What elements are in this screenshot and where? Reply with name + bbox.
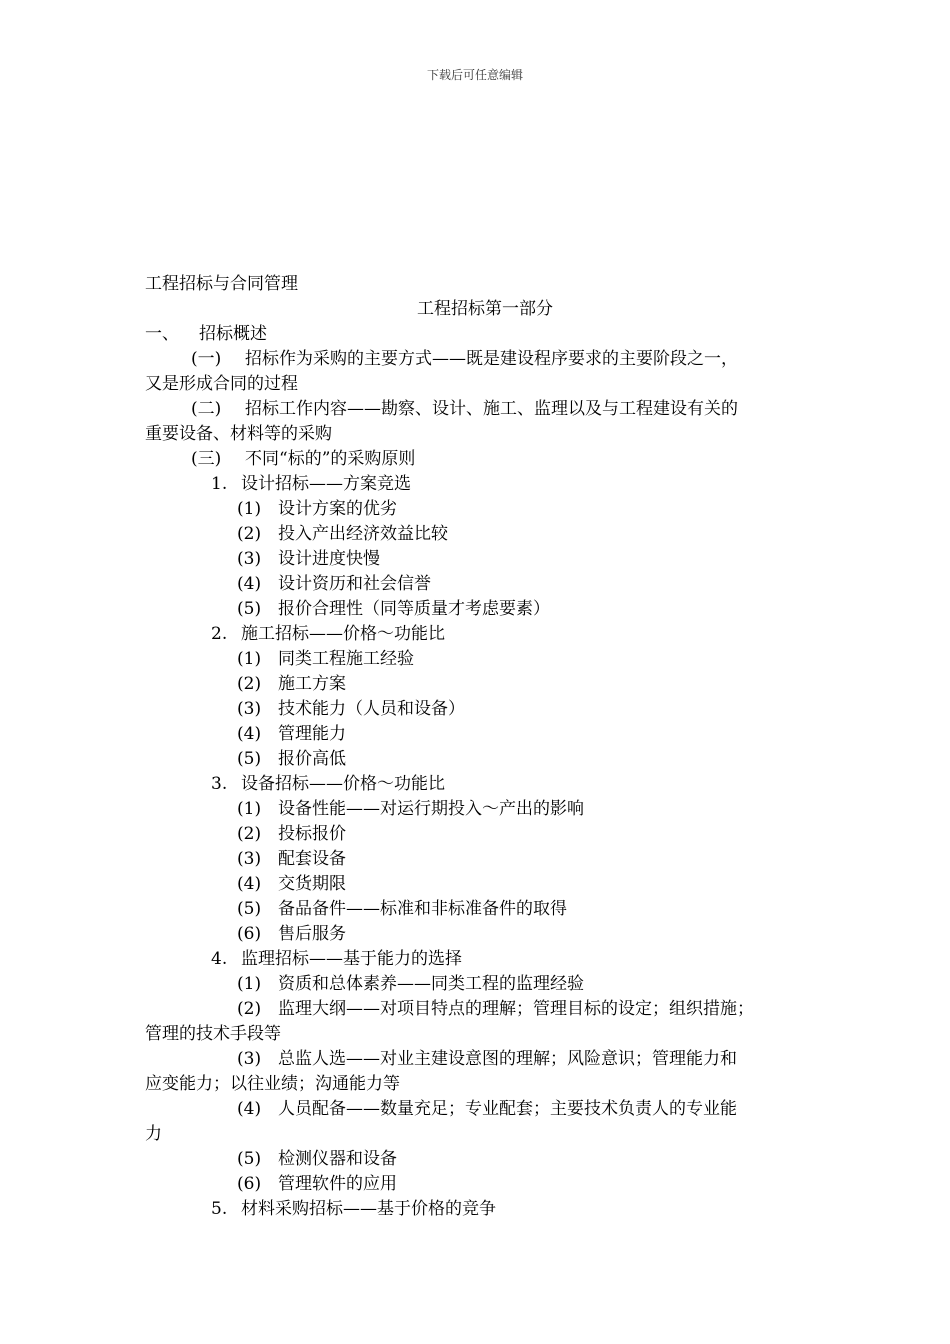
- item-text: 管理软件的应用: [278, 1174, 397, 1194]
- item-number: (4): [237, 724, 262, 744]
- item-number: (5): [237, 899, 262, 919]
- item-number: (4): [237, 574, 262, 594]
- item-number: (1): [237, 799, 262, 819]
- item-text: 人员配备——数量充足；专业配套；主要技术负责人的专业能: [278, 1099, 737, 1119]
- item-text: 设计方案的优劣: [278, 499, 397, 519]
- subsection-number: 1.: [211, 474, 228, 494]
- list-item-continuation: 应变能力；以往业绩；沟通能力等: [145, 1074, 400, 1094]
- list-item: [145, 797, 825, 822]
- item-number: (1): [237, 974, 262, 994]
- item-number: (5): [237, 599, 262, 619]
- section-text: 招标概述: [199, 324, 267, 344]
- item-number: (3): [237, 549, 262, 569]
- document-title: 工程招标与合同管理: [145, 274, 298, 294]
- section-number: 一、: [145, 324, 179, 344]
- subsection-number: 3.: [211, 774, 228, 794]
- subsection-number: 2.: [211, 624, 228, 644]
- list-item: [145, 722, 825, 747]
- subsection-5: [145, 1197, 825, 1222]
- list-item: [145, 747, 825, 772]
- item-text: 施工方案: [278, 674, 346, 694]
- subsection-text: 设计招标——方案竞选: [241, 474, 411, 494]
- list-item: [145, 597, 825, 622]
- paragraph-3: [145, 447, 825, 472]
- item-text: 管理能力: [278, 724, 346, 744]
- item-text: 设计进度快慢: [278, 549, 380, 569]
- paragraph-number: (一): [191, 349, 222, 369]
- list-item: [145, 697, 825, 722]
- paragraph-2: [145, 397, 825, 422]
- subsection-text: 设备招标——价格～功能比: [241, 774, 445, 794]
- item-number: (2): [237, 674, 262, 694]
- subsection-text: 材料采购招标——基于价格的竞争: [241, 1199, 496, 1219]
- paragraph-text: 招标作为采购的主要方式——既是建设程序要求的主要阶段之一，: [245, 349, 738, 369]
- paragraph-1: [145, 347, 825, 372]
- item-number: (2): [237, 824, 262, 844]
- section-heading: [145, 322, 825, 347]
- item-text: 设备性能——对运行期投入～产出的影响: [278, 799, 584, 819]
- subsection-3: [145, 772, 825, 797]
- list-item: [145, 522, 825, 547]
- item-number: (6): [237, 1174, 262, 1194]
- paragraph-2-continuation: 重要设备、材料等的采购: [145, 424, 332, 444]
- list-item: [145, 672, 825, 697]
- list-item: [145, 1147, 825, 1172]
- item-number: (5): [237, 749, 262, 769]
- list-item-continuation: 管理的技术手段等: [145, 1024, 281, 1044]
- subsection-2: [145, 622, 825, 647]
- list-item: [145, 497, 825, 522]
- subsection-text: 施工招标——价格～功能比: [241, 624, 445, 644]
- item-number: (3): [237, 1049, 262, 1069]
- list-item: [145, 822, 825, 847]
- item-text: 报价高低: [278, 749, 346, 769]
- list-item: [145, 547, 825, 572]
- list-item: [145, 1097, 825, 1122]
- item-number: (1): [237, 649, 262, 669]
- item-number: (4): [237, 874, 262, 894]
- page-header: 下载后可任意编辑: [426, 68, 523, 82]
- list-item: [145, 1047, 825, 1072]
- list-item: [145, 972, 825, 997]
- item-number: (3): [237, 699, 262, 719]
- list-item: [145, 872, 825, 897]
- list-item: [145, 1172, 825, 1197]
- item-text: 检测仪器和设备: [278, 1149, 397, 1169]
- paragraph-number: (二): [191, 399, 222, 419]
- paragraph-number: (三): [191, 449, 222, 469]
- item-number: (5): [237, 1149, 262, 1169]
- document-body: [145, 272, 825, 1222]
- list-item: [145, 997, 825, 1022]
- item-number: (2): [237, 999, 262, 1019]
- paragraph-1-continuation: 又是形成合同的过程: [145, 374, 298, 394]
- subsection-4: [145, 947, 825, 972]
- item-text: 设计资历和社会信誉: [278, 574, 431, 594]
- item-number: (1): [237, 499, 262, 519]
- paragraph-text: 不同“标的”的采购原则: [245, 449, 416, 469]
- item-text: 备品备件——标准和非标准备件的取得: [278, 899, 567, 919]
- paragraph-text: 招标工作内容——勘察、设计、施工、监理以及与工程建设有关的: [245, 399, 738, 419]
- list-item: [145, 847, 825, 872]
- item-text: 售后服务: [278, 924, 346, 944]
- item-number: (2): [237, 524, 262, 544]
- item-number: (3): [237, 849, 262, 869]
- item-text: 技术能力（人员和设备）: [278, 699, 465, 719]
- subsection-1: [145, 472, 825, 497]
- item-number: (6): [237, 924, 262, 944]
- item-text: 总监人选——对业主建设意图的理解；风险意识；管理能力和: [278, 1049, 737, 1069]
- list-item: [145, 897, 825, 922]
- item-text: 资质和总体素养——同类工程的监理经验: [278, 974, 584, 994]
- item-number: (4): [237, 1099, 262, 1119]
- subsection-number: 5.: [211, 1199, 228, 1219]
- item-text: 报价合理性（同等质量才考虑要素）: [278, 599, 550, 619]
- list-item: [145, 922, 825, 947]
- item-text: 投标报价: [278, 824, 346, 844]
- item-text: 配套设备: [278, 849, 346, 869]
- item-text: 投入产出经济效益比较: [278, 524, 448, 544]
- list-item-continuation: 力: [145, 1124, 162, 1144]
- list-item: [145, 647, 825, 672]
- item-text: 监理大纲——对项目特点的理解；管理目标的设定；组织措施；: [278, 999, 754, 1019]
- part-title: 工程招标第一部分: [417, 299, 553, 319]
- item-text: 交货期限: [278, 874, 346, 894]
- subsection-text: 监理招标——基于能力的选择: [241, 949, 462, 969]
- subsection-number: 4.: [211, 949, 228, 969]
- list-item: [145, 572, 825, 597]
- item-text: 同类工程施工经验: [278, 649, 414, 669]
